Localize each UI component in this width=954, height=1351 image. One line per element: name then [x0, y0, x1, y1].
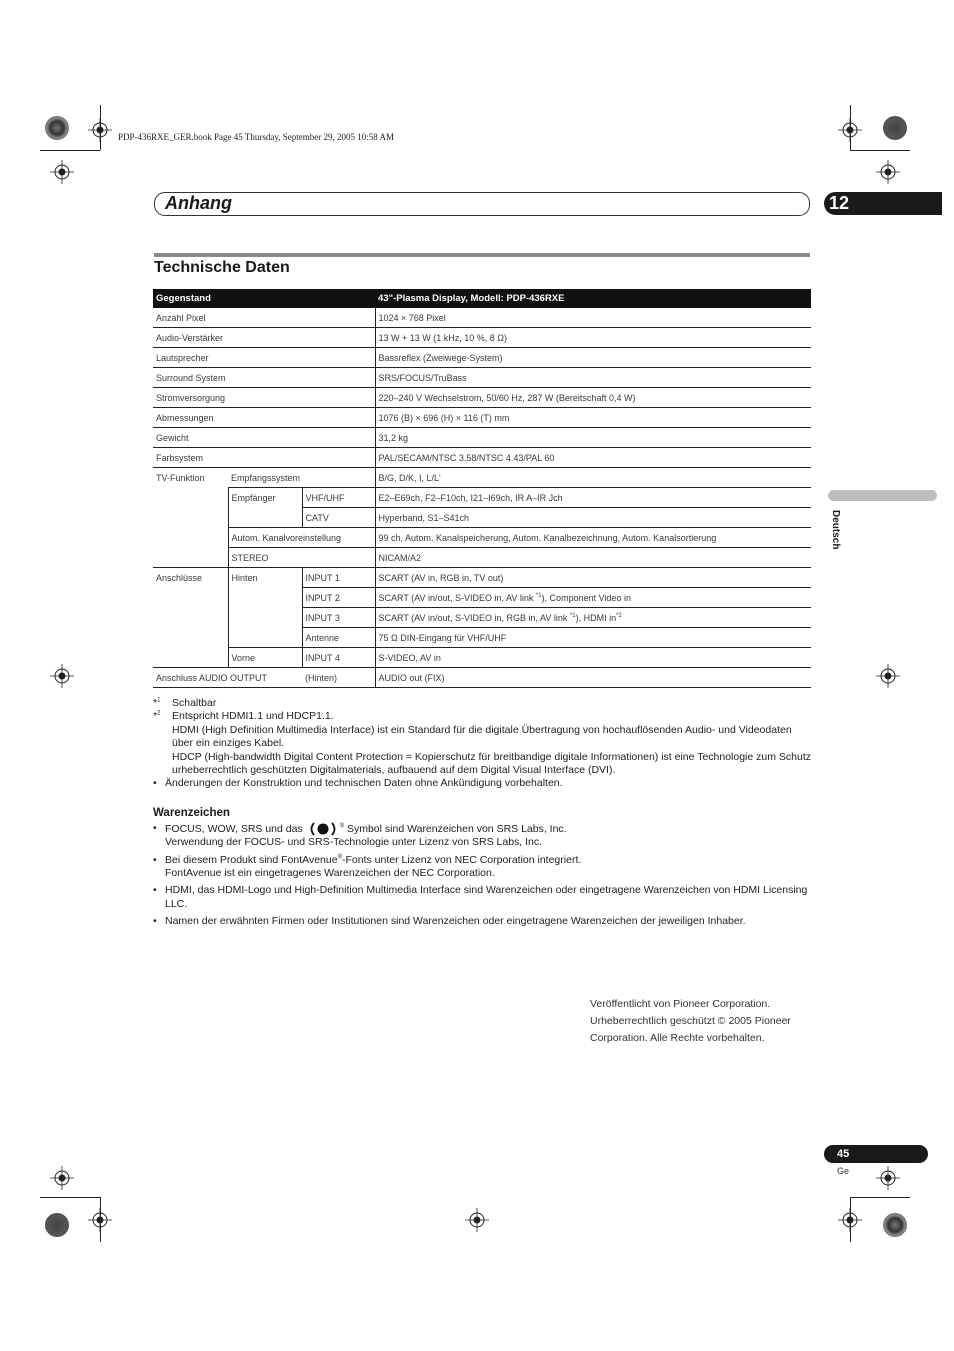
- spec-value: 75 Ω DIN-Eingang für VHF/UHF: [375, 628, 811, 648]
- table-row: [153, 548, 811, 568]
- empty-cell: [228, 628, 302, 648]
- registered-mark: ®: [337, 854, 342, 861]
- spec-value: Bassreflex (Zweiwege-System): [375, 348, 811, 368]
- registration-mark-icon: [88, 1208, 112, 1232]
- footnote-text: HDMI (High Definition Multimedia Interface) ist ein Standard für die digitale Übertragung von hochauflösenden Audio- und Videodaten über ein einziges Kabel.: [172, 723, 792, 750]
- header-bar: [154, 192, 810, 216]
- empty-cell: [153, 608, 228, 628]
- spec-sublabel: Antenne: [302, 628, 375, 648]
- publisher-line: Veröffentlicht von Pioneer Corporation.: [590, 998, 771, 1010]
- bullet: •: [153, 915, 157, 928]
- registration-mark-icon: [838, 1208, 862, 1232]
- color-rosette-icon: [45, 1213, 69, 1237]
- table-row: [153, 368, 811, 388]
- language-tab: [828, 490, 937, 501]
- table-row: [153, 608, 811, 628]
- registration-mark-icon: [876, 160, 900, 184]
- spec-label: Anschlüsse: [156, 572, 203, 583]
- registration-mark-icon: [876, 1166, 900, 1190]
- spec-label: Lautsprecher: [153, 348, 375, 368]
- spec-value: 1024 × 768 Pixel: [375, 308, 811, 328]
- tm-text: Symbol sind Warenzeichen von SRS Labs, Inc.: [346, 822, 567, 835]
- empty-cell: [153, 628, 228, 648]
- footnote-text: Entspricht HDMI1.1 und HDCP1.1.: [172, 710, 334, 723]
- registration-mark-icon: [50, 160, 74, 184]
- list-item: [153, 915, 813, 928]
- spec-value: 13 W + 13 W (1 kHz, 10 %, 8 Ω): [375, 328, 811, 348]
- tm-text: Bei diesem Produkt sind FontAvenue: [165, 853, 338, 866]
- spec-value: 99 ch, Autom. Kanalspeicherung, Autom. Kanalbezeichnung, Autom. Kanalsortierung: [375, 528, 811, 548]
- spec-sublabel: Empfänger: [228, 488, 302, 508]
- table-row: [153, 448, 811, 468]
- table-row: [153, 428, 811, 448]
- spec-value: AUDIO out (FIX): [375, 668, 811, 688]
- spec-label: TV-Funktion: [156, 472, 205, 483]
- publisher-info: [590, 996, 820, 1047]
- color-rosette-icon: [883, 116, 907, 140]
- footnote-text: HDCP (High-bandwidth Digital Content Protection = Kopierschutz für breitbandige digitale Informationen) ist eine Technologie zum Schutz urheberrechtlich geschützten Digitalmaterials, aufbauend auf dem Digital Visual Interface (DVI).: [172, 750, 812, 777]
- footnote-ref: *1: [569, 612, 576, 619]
- spec-value: Hyperband, S1–S41ch: [375, 508, 811, 528]
- spec-label: Farbsystem: [153, 448, 375, 468]
- list-item: [153, 854, 813, 881]
- trademarks-list: [153, 822, 813, 933]
- bullet: •: [153, 822, 157, 834]
- publisher-line: Urheberrechtlich geschützt © 2005 Pioneer: [590, 1015, 791, 1027]
- table-header-cell: Gegenstand: [153, 289, 375, 308]
- spec-sublabel: Vorne: [228, 648, 302, 668]
- color-rosette-icon: [883, 1213, 907, 1237]
- list-item: [153, 884, 813, 911]
- spec-label: Anschluss AUDIO OUTPUT: [153, 668, 302, 688]
- section-title: Technische Daten: [154, 259, 290, 276]
- spec-value: 220–240 V Wechselstrom, 50/60 Hz, 287 W (Bereitschaft 0,4 W): [375, 388, 811, 408]
- footnote-ref: *1: [535, 592, 542, 599]
- spec-label: Stromversorgung: [153, 388, 375, 408]
- section-rule: [154, 253, 810, 257]
- spec-value: PAL/SECAM/NTSC 3.58/NTSC 4.43/PAL 60: [375, 448, 811, 468]
- tm-text: FOCUS, WOW, SRS und das: [165, 822, 303, 835]
- table-row: [153, 508, 811, 528]
- spec-sublabel: Autom. Kanalvoreinstellung: [228, 528, 375, 548]
- spec-label: Gewicht: [153, 428, 375, 448]
- footnote-ref: *2: [616, 612, 622, 619]
- footnote-text: Schaltbar: [172, 697, 217, 709]
- table-header-cell: 43"-Plasma Display, Modell: PDP-436RXE: [375, 289, 811, 308]
- tm-text: -Fonts unter Lizenz von NEC Corporation integriert.: [342, 853, 582, 866]
- color-rosette-icon: [45, 116, 69, 140]
- language-label: Deutsch: [830, 510, 841, 550]
- change-note-text: Änderungen der Konstruktion und technischen Daten ohne Ankündigung vorbehalten.: [165, 777, 563, 790]
- footnote-body: [172, 710, 813, 777]
- chapter-number: 12: [824, 192, 942, 215]
- list-item-body: [165, 822, 567, 850]
- table-row: [153, 668, 811, 688]
- table-row: [153, 568, 811, 588]
- tm-text: FontAvenue ist ein eingetragenes Warenzeichen der NEC Corporation.: [165, 867, 495, 879]
- spec-value: S-VIDEO, AV in: [375, 648, 811, 668]
- spec-label: Anzahl Pixel: [153, 308, 375, 328]
- registration-mark-icon: [876, 664, 900, 688]
- change-note: [153, 777, 813, 790]
- list-item: [153, 822, 813, 850]
- tm-text: HDMI, das HDMI-Logo und High-Definition Multimedia Interface sind Warenzeichen oder eingetragene Warenzeichen von HDMI Licensing LLC.: [165, 884, 808, 910]
- table-row: [153, 628, 811, 648]
- crop-mark: [40, 150, 100, 151]
- empty-cell: [228, 588, 302, 608]
- crop-mark: [850, 1197, 910, 1198]
- spec-value: 1076 (B) × 696 (H) × 116 (T) mm: [375, 408, 811, 428]
- spec-sublabel: CATV: [302, 508, 375, 528]
- print-info: PDP-436RXE_GER.book Page 45 Thursday, September 29, 2005 10:58 AM: [118, 132, 394, 142]
- spec-value-part: SCART (AV in/out, S-VIDEO in, AV link: [378, 592, 536, 603]
- header-title: Anhang: [165, 193, 232, 213]
- crop-mark: [850, 150, 910, 151]
- registration-mark-icon: [50, 664, 74, 688]
- table-header-row: [153, 289, 811, 308]
- spec-table: [153, 289, 811, 688]
- spec-sublabel: INPUT 2: [302, 588, 375, 608]
- spec-value: SRS/FOCUS/TruBass: [375, 368, 811, 388]
- tm-text: Verwendung der FOCUS- und SRS-Technologie unter Lizenz von SRS Labs, Inc.: [165, 836, 543, 849]
- empty-cell: [228, 508, 302, 528]
- spec-value-part: ), HDMI in: [575, 612, 617, 623]
- spec-value: B/G, D/K, I, L/L': [375, 468, 811, 488]
- tm-text: Namen der erwähnten Firmen oder Institutionen sind Warenzeichen oder eingetragene Warenzeichen der jeweiligen Inhaber.: [165, 915, 746, 928]
- spec-value: 31,2 kg: [375, 428, 811, 448]
- spec-value-part: SCART (AV in/out, S-VIDEO in, RGB in, AV link: [378, 612, 570, 623]
- registration-mark-icon: [465, 1208, 489, 1232]
- table-row: [153, 408, 811, 428]
- footnote-mark: *$^1$: [153, 697, 161, 709]
- registration-mark-icon: [88, 118, 112, 142]
- page-number: 45: [824, 1145, 928, 1163]
- srs-logo-icon: [308, 822, 338, 836]
- trademarks-title: Warenzeichen: [153, 807, 230, 819]
- spec-label: Surround System: [153, 368, 375, 388]
- spec-sublabel: Hinten: [228, 568, 302, 588]
- bullet: •: [153, 884, 157, 897]
- spec-sublabel: INPUT 1: [302, 568, 375, 588]
- table-row: [153, 348, 811, 368]
- footnote: [153, 710, 813, 777]
- bullet: •: [153, 777, 157, 790]
- spec-sublabel: Empfangssystem: [228, 468, 375, 488]
- registered-mark: ®: [339, 823, 345, 830]
- empty-cell: [153, 548, 228, 568]
- table-row: [153, 388, 811, 408]
- table-row: [153, 468, 811, 488]
- table-row: [153, 488, 811, 508]
- spec-value: [375, 588, 811, 608]
- registration-mark-icon: [50, 1166, 74, 1190]
- spec-value-part: ), Component Video in: [541, 592, 631, 603]
- spec-sublabel: STEREO: [228, 548, 375, 568]
- table-row: [153, 328, 811, 348]
- empty-cell: [153, 488, 228, 508]
- empty-cell: [153, 588, 228, 608]
- empty-cell: [153, 648, 228, 668]
- footnote-mark: *$^2$: [153, 710, 161, 723]
- spec-sublabel: (Hinten): [302, 668, 375, 688]
- spec-label: Abmessungen: [153, 408, 375, 428]
- footnotes: [153, 697, 813, 791]
- spec-sublabel: INPUT 3: [302, 608, 375, 628]
- page-language-code: Ge: [837, 1166, 850, 1176]
- bullet: •: [153, 853, 157, 866]
- spec-value: [375, 608, 811, 628]
- spec-value: SCART (AV in, RGB in, TV out): [375, 568, 811, 588]
- spec-value: E2–E69ch, F2–F10ch, I21–I69ch, IR A–IR Jch: [375, 488, 811, 508]
- empty-cell: [228, 608, 302, 628]
- crop-mark: [40, 1197, 100, 1198]
- spec-value: NICAM/A2: [375, 548, 811, 568]
- spec-sublabel: VHF/UHF: [302, 488, 375, 508]
- footnote: [153, 697, 813, 710]
- spec-label: Audio-Verstärker: [153, 328, 375, 348]
- table-row: [153, 648, 811, 668]
- empty-cell: [153, 508, 228, 528]
- empty-cell: [153, 528, 228, 548]
- table-row: [153, 528, 811, 548]
- table-row: [153, 588, 811, 608]
- publisher-line: Corporation. Alle Rechte vorbehalten.: [590, 1032, 765, 1044]
- list-item-body: [165, 854, 581, 881]
- spec-sublabel: INPUT 4: [302, 648, 375, 668]
- table-row: [153, 308, 811, 328]
- registration-mark-icon: [838, 118, 862, 142]
